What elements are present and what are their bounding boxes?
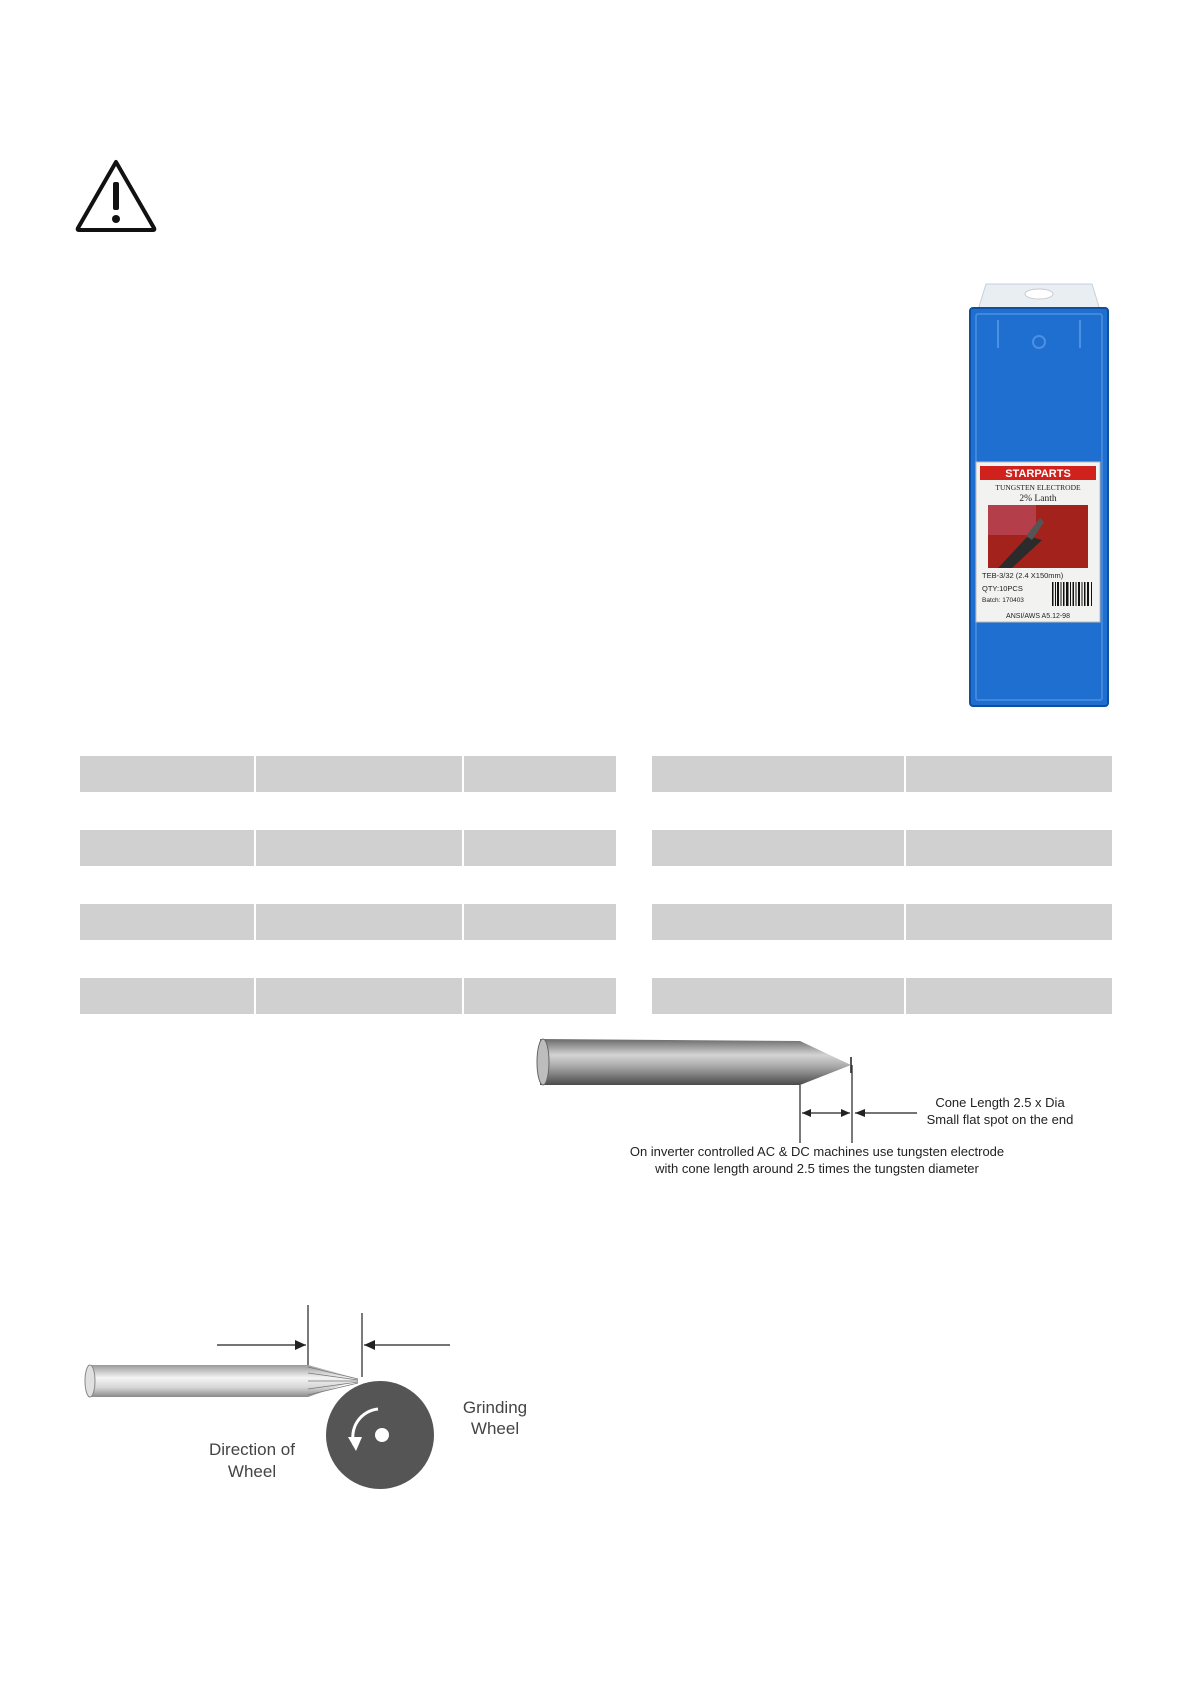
tip-caption-line2: with cone length around 2.5 times the tungsten diameter [655,1161,979,1176]
package-size: TEB-3/32 (2.4 X150mm) [982,571,1064,580]
package-qty: QTY:10PCS [982,584,1023,593]
table-cell [254,830,462,866]
table-cell [904,830,1112,866]
table-cell [652,904,904,940]
package-batch: Batch: 170403 [982,597,1024,604]
table-cell [462,756,616,792]
table-cell [80,830,254,866]
table-row [652,978,1112,1014]
table-cell [80,904,254,940]
electrode-rod-icon [85,1365,360,1397]
table-cell [904,978,1112,1014]
tip-caption-line1: On inverter controlled AC & DC machines use tungsten electrode [629,1144,1005,1159]
table-cell [652,830,904,866]
table-cell [254,978,462,1014]
direction-label-1: Direction of [209,1440,295,1459]
table-cell [652,756,904,792]
grinding-wheel-icon [326,1381,434,1489]
table-cell [652,978,904,1014]
table-cell [462,904,616,940]
table-row [80,978,616,1014]
package-standard: ANSI/AWS A5.12-98 [1006,613,1070,620]
grinding-diagram [82,1305,542,1505]
grinding-wheel-label-1: Grinding [462,1398,528,1417]
package-brand: STARPARTS [1005,468,1071,480]
table-cell [462,830,616,866]
table-row [652,756,1112,792]
direction-label-2: Wheel [227,1462,277,1481]
table-cell [462,978,616,1014]
spec-table-left [80,756,616,1014]
table-cell [254,904,462,940]
table-cell [254,756,462,792]
flat-spot-label: Small flat spot on the end [926,1112,1074,1127]
warning-icon [74,158,158,234]
tungsten-electrode-package [968,280,1110,710]
table-row [80,904,616,940]
table-cell [904,904,1112,940]
electrode-rod-icon [537,1039,851,1085]
electrode-tip-diagram [535,1035,1095,1185]
table-row [80,830,616,866]
cone-length-label: Cone Length 2.5 x Dia [935,1095,1065,1110]
package-line1: TUNGSTEN ELECTRODE [995,483,1081,492]
spec-table-right [652,756,1112,1014]
table-cell [80,756,254,792]
table-row [80,756,616,792]
table-row [652,904,1112,940]
table-cell [904,756,1112,792]
package-line2: 2% Lanth [1019,494,1057,504]
table-row [652,830,1112,866]
grinding-wheel-label-2: Wheel [470,1419,520,1438]
table-cell [80,978,254,1014]
